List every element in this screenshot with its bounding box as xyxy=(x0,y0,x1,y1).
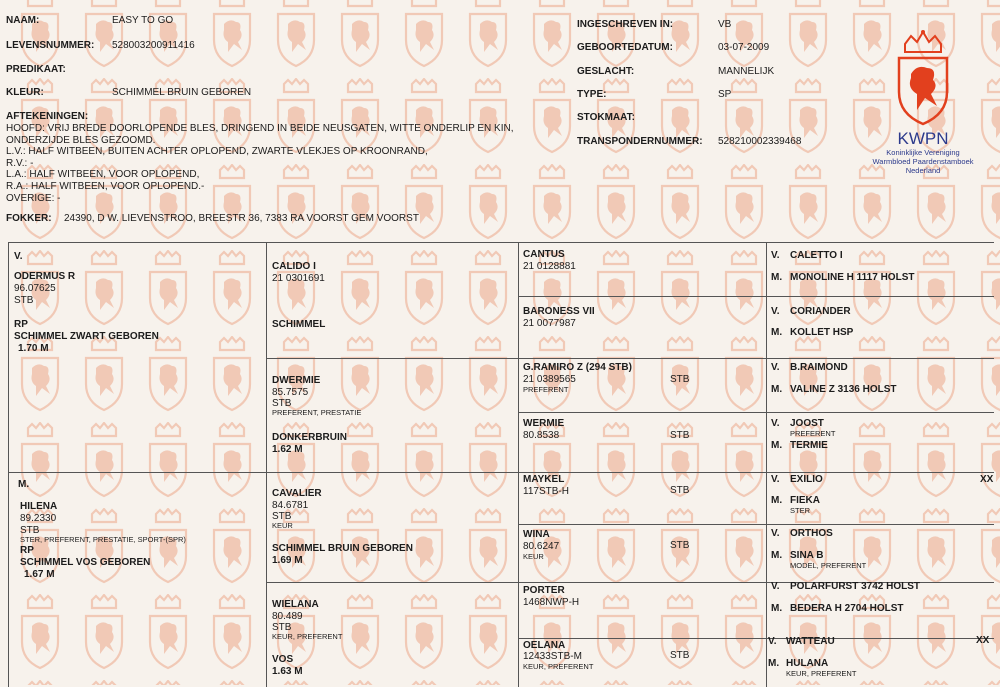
gen4-v-name: B.RAIMOND xyxy=(790,362,848,373)
gen4-m-name: TERMIE xyxy=(790,440,828,451)
gen4-v-tag: V. xyxy=(771,474,780,485)
stokmaat-label: STOKMAAT: xyxy=(577,112,635,123)
gen4-v-tag: V. xyxy=(771,528,780,539)
aftekening-line: ONDERZIJDE BLES GEZOOMD. xyxy=(6,134,156,146)
aftekening-line: HOOFD: VRIJ BREDE DOORLOPENDE BLES, DRINGEND IN BEIDE NEUSGATEN, WITTE ONDERLIP EN KIN, xyxy=(6,123,514,134)
predikaat-label: PREDIKAAT: xyxy=(6,64,66,75)
gen2-dd-stb: STB xyxy=(272,622,292,633)
naam-value: EASY TO GO xyxy=(112,15,174,26)
gen2-ds-name: CAVALIER xyxy=(272,488,322,499)
gen3-number: 80.8538 xyxy=(523,430,560,441)
gen3-name: WERMIE xyxy=(523,418,565,429)
aftekening-line: R.A.: HALF WITBEEN, VOOR OPLOPEND.- xyxy=(6,180,205,192)
gen4-m-predicates: STER xyxy=(790,506,811,515)
kwpn-line2: Warmbloed Paardenstamboek xyxy=(872,157,974,166)
dam-stb: STB xyxy=(20,525,40,536)
gen2-sd-predicates: PREFERENT, PRESTATIE xyxy=(272,408,362,417)
gen4-v-name: EXILIO xyxy=(790,474,823,485)
geslacht-value: MANNELIJK xyxy=(718,66,775,77)
gen2-dd-number: 80.489 xyxy=(272,611,303,622)
gen2-sd-height: 1.62 M xyxy=(272,444,303,455)
kleur-value: SCHIMMEL BRUIN GEBOREN xyxy=(112,87,252,98)
gen3-number: 80.6247 xyxy=(523,541,560,552)
gen4-v-name: POLARFURST 3742 HOLST xyxy=(790,581,921,592)
aftekening-line: L.V.: HALF WITBEEN, BUITEN ACHTER OPLOPEND, ZWARTE VLEKJES OP KROONRAND, xyxy=(6,146,428,158)
gen2-ds-stb: STB xyxy=(272,511,292,522)
dam-predicate: RP xyxy=(20,545,34,556)
gen4-m-name: HULANA xyxy=(786,658,829,669)
sire-color: SCHIMMEL ZWART GEBOREN xyxy=(14,331,159,342)
gen2-sd-name: DWERMIE xyxy=(272,375,321,386)
sire-name: ODERMUS R xyxy=(14,271,76,282)
gen3-stb: STB xyxy=(670,430,690,441)
gen3-predicates: KEUR, PREFERENT xyxy=(523,662,594,671)
naam-label: NAAM: xyxy=(6,15,40,26)
dam-tag: M. xyxy=(18,479,30,490)
sire-height: 1.70 M xyxy=(18,343,49,354)
gen3-stb: STB xyxy=(670,650,690,661)
gen4-m-tag: M. xyxy=(771,495,783,506)
gen4-m-tag: M. xyxy=(771,440,783,451)
gen3-stb: STB xyxy=(670,485,690,496)
kwpn-line3: Nederland xyxy=(905,166,941,175)
gen4-m-tag: M. xyxy=(771,603,783,614)
gen2-dd-predicates: KEUR, PREFERENT xyxy=(272,632,343,641)
sire-tag: V. xyxy=(14,251,23,262)
gen3-stb: STB xyxy=(670,540,690,551)
gen4-m-name: FIEKA xyxy=(790,495,820,506)
ingeschreven-label: INGESCHREVEN IN: xyxy=(577,19,674,30)
gen3-number: 21 0128881 xyxy=(523,261,576,272)
gen2-dd-height: 1.63 M xyxy=(272,666,303,677)
gen4-m-tag: M. xyxy=(771,550,783,561)
gen3-name: BARONESS VII xyxy=(523,306,595,317)
sire-stb: STB xyxy=(14,295,34,306)
gen4-m-predicates: KEUR, PREFERENT xyxy=(786,669,857,678)
gen4-v-name: JOOST xyxy=(790,418,824,429)
kwpn-logo xyxy=(858,28,988,175)
gen2-sd-number: 85.7575 xyxy=(272,387,309,398)
dam-height: 1.67 M xyxy=(24,569,55,580)
aftekeningen-label: AFTEKENINGEN: xyxy=(6,111,89,122)
gen3-name: OELANA xyxy=(523,640,566,651)
gen3-number: 21 0389565 xyxy=(523,374,576,385)
gen4-v-name: CORIANDER xyxy=(790,306,851,317)
gen2-ds-number: 84.6781 xyxy=(272,500,309,511)
aftekeningen-text xyxy=(6,123,514,204)
gen4-m-tag: M. xyxy=(768,658,780,669)
lion-crest-icon xyxy=(893,28,953,132)
gen3-number: 12433STB-M xyxy=(523,651,582,662)
transponder-value: 528210002339468 xyxy=(718,136,802,147)
kleur-label: KLEUR: xyxy=(6,87,44,98)
gen4-v-predicates: PREFERENT xyxy=(790,429,836,438)
gen4-m-name: KOLLET HSP xyxy=(790,327,854,338)
gen2-dd-color: VOS xyxy=(272,654,294,665)
dam-name: HILENA xyxy=(20,501,58,512)
gen4-v-tag: V. xyxy=(768,636,777,647)
aftekening-line: L.A.: HALF WITBEEN, VOOR OPLOPEND, xyxy=(6,169,200,181)
gen3-number: 117STB-H xyxy=(523,486,569,497)
gen4-m-name: MONOLINE H 1117 HOLST xyxy=(790,272,915,283)
gen3-name: G.RAMIRO Z (294 STB) xyxy=(523,362,632,373)
gen4-v-tag: V. xyxy=(771,250,780,261)
gen4-m-name: SINA B xyxy=(790,550,824,561)
aftekening-line: R.V.: - xyxy=(6,157,34,169)
gen4-xx: XX xyxy=(976,635,990,646)
gen4-m-tag: M. xyxy=(771,272,783,283)
gen4-v-tag: V. xyxy=(771,418,780,429)
gen4-xx: XX xyxy=(980,474,994,485)
type-value: SP xyxy=(718,89,732,100)
levensnummer-value: 528003200911416 xyxy=(112,40,195,51)
dam-color: SCHIMMEL VOS GEBOREN xyxy=(20,557,151,568)
sire-predicate: RP xyxy=(14,319,28,330)
gen4-v-name: WATTEAU xyxy=(786,636,835,647)
kwpn-line1: Koninklijke Vereniging xyxy=(886,148,960,157)
gen2-ss-color: SCHIMMEL xyxy=(272,319,326,330)
gen4-v-tag: V. xyxy=(771,306,780,317)
transponder-label: TRANSPONDERNUMMER: xyxy=(577,136,703,147)
gen4-v-name: CALETTO I xyxy=(790,250,843,261)
geslacht-label: GESLACHT: xyxy=(577,66,635,77)
gen4-m-tag: M. xyxy=(771,384,783,395)
gen3-number: 1468NWP-H xyxy=(523,597,580,608)
gen3-predicates: PREFERENT xyxy=(523,385,569,394)
gen3-name: CANTUS xyxy=(523,249,565,260)
fokker-value: 24390, D W. LIEVENSTROO, BREESTR 36, 7383 RA VOORST GEM VOORST xyxy=(64,213,419,224)
gen3-name: WINA xyxy=(523,529,550,540)
gen3-name: PORTER xyxy=(523,585,565,596)
gen4-v-tag: V. xyxy=(771,362,780,373)
levensnummer-label: LEVENSNUMMER: xyxy=(6,40,95,51)
gen4-m-tag: M. xyxy=(771,327,783,338)
sire-number: 96.07625 xyxy=(14,283,56,294)
gen4-v-tag: V. xyxy=(771,581,780,592)
geboortedatum-value: 03-07-2009 xyxy=(718,42,770,53)
gen2-ds-predicates: KEUR xyxy=(272,521,293,530)
gen2-ds-color: SCHIMMEL BRUIN GEBOREN xyxy=(272,543,413,554)
type-label: TYPE: xyxy=(577,89,607,100)
gen2-ss-name: CALIDO I xyxy=(272,261,316,272)
ingeschreven-value: VB xyxy=(718,19,732,30)
gen3-predicates: KEUR xyxy=(523,552,544,561)
gen2-dd-name: WIELANA xyxy=(272,599,319,610)
gen4-m-name: BEDERA H 2704 HOLST xyxy=(790,603,904,614)
dam-predicates: STER, PREFERENT, PRESTATIE, SPORT-(SPR) xyxy=(20,535,186,544)
gen2-ss-number: 21 0301691 xyxy=(272,273,325,284)
gen3-number: 21 0077987 xyxy=(523,318,576,329)
gen3-name: MAYKEL xyxy=(523,474,565,485)
gen4-v-name: ORTHOS xyxy=(790,528,833,539)
gen2-sd-stb: STB xyxy=(272,398,292,409)
aftekening-line: OVERIGE: - xyxy=(6,192,61,204)
gen2-sd-color: DONKERBRUIN xyxy=(272,432,347,443)
dam-number: 89.2330 xyxy=(20,513,57,524)
geboortedatum-label: GEBOORTEDATUM: xyxy=(577,42,673,53)
gen3-stb: STB xyxy=(670,374,690,385)
kwpn-abbr: KWPN xyxy=(897,129,949,148)
gen4-m-predicates: MODEL, PREFERENT xyxy=(790,561,867,570)
fokker-label: FOKKER: xyxy=(6,213,52,224)
gen4-m-name: VALINE Z 3136 HOLST xyxy=(790,384,897,395)
gen2-ds-height: 1.69 M xyxy=(272,555,303,566)
